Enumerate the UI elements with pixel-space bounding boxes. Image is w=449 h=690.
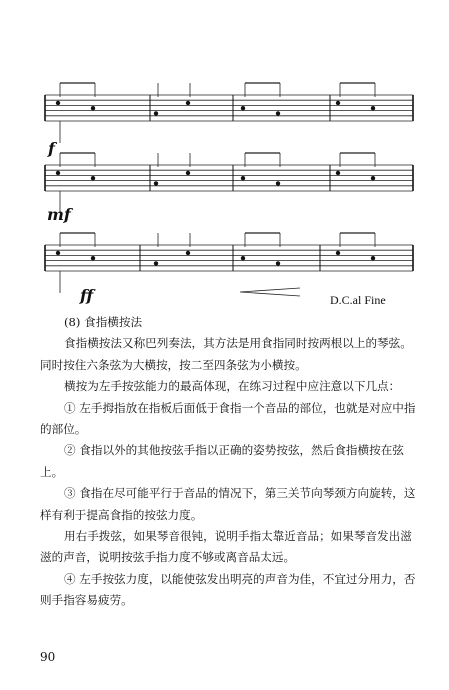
note-head bbox=[56, 101, 60, 105]
note-head bbox=[336, 171, 340, 175]
dynamic-mezzo-forte: mf bbox=[47, 205, 71, 224]
paragraph: ① 左手拇指放在指板后面低于食指一个音品的部位，也就是对应中指的部位。 bbox=[40, 400, 416, 437]
note-head bbox=[154, 111, 158, 115]
note-head bbox=[91, 256, 95, 260]
note-head bbox=[371, 256, 375, 260]
note-head bbox=[56, 251, 60, 255]
paragraph: ② 食指以外的其他按弦手指以正确的姿势按弦，然后食指横按在弦上。 bbox=[40, 443, 404, 479]
note-head bbox=[241, 106, 245, 110]
note-head bbox=[336, 101, 340, 105]
note-head bbox=[186, 251, 190, 255]
note-head bbox=[154, 181, 158, 185]
tablature-score bbox=[0, 0, 449, 300]
note-head bbox=[371, 106, 375, 110]
note-head bbox=[241, 176, 245, 180]
paragraph: 食指横按法又称巴列奏法，其方法是用食指同时按两根以上的琴弦。同时按住六条弦为大横按，按二至四条弦为小横按。 bbox=[40, 336, 412, 372]
note-head bbox=[186, 171, 190, 175]
paragraph: ④ 左手按弦力度，以能使弦发出明亮的声音为佳，不宜过分用力，否则手指容易疲劳。 bbox=[40, 571, 416, 608]
note-head bbox=[276, 261, 280, 265]
note-head bbox=[91, 176, 95, 180]
da-capo-al-fine-marking: D.C.al Fine bbox=[330, 293, 386, 307]
paragraph: ③ 食指在尽可能平行于音品的情况下，第三关节向琴颈方向旋转，这样有利于提高食指的按弦力度。 bbox=[40, 486, 416, 522]
note-head bbox=[91, 106, 95, 110]
note-head bbox=[276, 181, 280, 185]
section-heading: (8) 食指横按法 bbox=[64, 315, 143, 329]
note-head bbox=[371, 176, 375, 180]
dynamic-fortissimo: ff bbox=[80, 286, 94, 305]
text-body bbox=[40, 312, 420, 612]
note-head bbox=[186, 101, 190, 105]
hairpin-icon bbox=[240, 288, 300, 296]
note-head bbox=[276, 111, 280, 115]
paragraph: 横按为左手按弦能力的最高体现，在练习过程中应注意以下几点： bbox=[64, 379, 401, 394]
page-number: 90 bbox=[40, 650, 56, 664]
note-head bbox=[154, 261, 158, 265]
note-head bbox=[336, 251, 340, 255]
dynamic-forte: f bbox=[48, 139, 55, 158]
note-head bbox=[241, 256, 245, 260]
note-head bbox=[56, 171, 60, 175]
paragraph: 用右手拨弦，如果琴音很钝，说明手指太靠近音品；如果琴音发出滋滋的声音，说明按弦手指力度不够或离音品太远。 bbox=[40, 529, 412, 565]
